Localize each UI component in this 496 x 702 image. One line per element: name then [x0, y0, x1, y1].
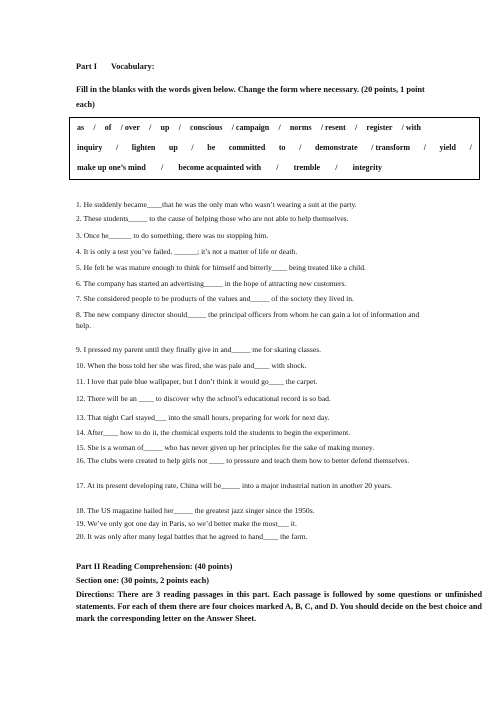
word-box-item: / — [149, 123, 152, 132]
word-box-item: be — [207, 143, 216, 152]
word-box-item: / transform — [371, 143, 411, 152]
question-2: 2. These students_____ to the cause of helping those who are not able to help themselves. — [76, 214, 349, 223]
word-box-item: committed — [228, 143, 266, 152]
word-box-item: / — [160, 163, 164, 172]
question-11: 11. I love that pale blue wallpaper, but I don’t think it would go____ the carpet. — [76, 377, 318, 386]
question-3: 3. Once he______ to do something, there was no stopping him. — [76, 231, 269, 240]
question-5: 5. He felt he was mature enough to think for himself and bitterly____ being treated like a child. — [76, 263, 366, 272]
word-box-item: yield — [439, 143, 456, 152]
word-box-item: conscious — [190, 123, 223, 132]
question-17: 17. At its present developing rate, China will be_____ into a major industrial nation in another 20 years. — [76, 481, 392, 490]
word-box-item: register — [366, 123, 393, 132]
word-box-item: / resent — [320, 123, 346, 132]
word-box-item: / — [335, 163, 338, 172]
word-box-item: / campaign — [231, 123, 270, 132]
question-4: 4. It is only a test you’ve failed. ______; it’s not a matter of life or death. — [76, 247, 298, 256]
word-box-item: up — [168, 143, 178, 152]
word-box-item: / — [469, 143, 472, 152]
word-box-item: to — [278, 143, 286, 152]
question-8: 8. The new company director should_____ the principal officers from whom he can gain a lot of information and help. — [76, 310, 420, 330]
word-box-item: / — [278, 123, 281, 132]
question-20: 20. It was only after many legal battles that he agreed to hand____ the farm. — [76, 532, 308, 541]
word-box-item: / — [178, 123, 181, 132]
word-box-item: integrity — [352, 163, 382, 172]
word-box-item: / over — [120, 123, 140, 132]
word-row-2 — [77, 143, 472, 152]
word-box-item: / — [299, 143, 302, 152]
question-7: 7. She considered people to be products of the values and_____ of the society they lived in. — [76, 294, 354, 303]
part1-title: Vocabulary: — [110, 62, 155, 71]
word-box-item: up — [160, 123, 170, 132]
word-box-item: tremble — [293, 163, 321, 172]
part1-instructions: Fill in the blanks with the words given below. Change the form where necessary. (20 points, 1 point each) — [76, 85, 425, 109]
word-box-item: / — [276, 163, 279, 172]
question-14: 14. After____ how to do it, the chemical experts told the students to begin the experiment. — [76, 428, 351, 437]
word-box-item: make up one’s mind — [77, 163, 146, 172]
word-box-item: become acquainted with — [178, 163, 262, 172]
part2-directions: Directions: There are 3 reading passages in this part. Each passage is followed by some questions or unfinished statements. For each of them there are four choices marked A, B, C, and D. You should decide on the best choice and mark the corresponding letter on the Answer Sheet. — [76, 590, 482, 624]
word-box-item: demonstrate — [314, 143, 358, 152]
question-19: 19. We’ve only got one day in Paris, so we’d better make the most___ it. — [76, 519, 297, 528]
word-box-item: / — [354, 123, 358, 132]
word-row-3 — [77, 163, 382, 172]
word-box-item: / — [191, 143, 194, 152]
word-box-item: of — [104, 123, 112, 132]
part2-title: Part II Reading Comprehension: (40 points) — [76, 562, 233, 571]
word-row-1 — [77, 123, 421, 132]
part1-heading — [76, 62, 154, 71]
section-one-heading: Section one: (30 points, 2 points each) — [76, 576, 209, 585]
word-box-item: norms — [289, 123, 312, 132]
question-6: 6. The company has started an advertising_____ in the hope of attracting new customers. — [76, 279, 347, 288]
word-box-item: / with — [401, 123, 421, 132]
word-box — [69, 117, 480, 180]
question-18: 18. The US magazine hailed her_____ the greatest jazz singer since the 1950s. — [76, 506, 315, 515]
question-13: 13. That night Carl stayed___ into the small hours, preparing for work for next day. — [76, 413, 330, 422]
question-10: 10. When the boss told her she was fired, she was pale and____ with shock. — [76, 361, 307, 370]
question-15: 15. She is a woman of_____ who has never given up her principles for the sake of making money. — [76, 443, 375, 452]
word-box-item: lighten — [131, 143, 156, 152]
question-12: 12. There will be an ____ to discover why the school’s educational record is so bad. — [76, 394, 331, 403]
word-box-item: / — [115, 143, 119, 152]
question-1: 1. He suddenly became____that he was the only man who wasn’t wearing a suit at the party. — [76, 200, 357, 209]
part1-label: Part I — [76, 62, 97, 71]
word-box-item: / — [423, 143, 426, 152]
question-16: 16. The clubs were created to help girls not ____ to pressure and teach them how to better defend themselves. — [76, 456, 410, 465]
question-9: 9. I pressed my parent until they finally give in and_____ me for skating classes. — [76, 345, 322, 354]
word-box-item: as — [77, 123, 85, 132]
word-box-item: / — [93, 123, 96, 132]
word-box-item: inquiry — [77, 143, 103, 152]
